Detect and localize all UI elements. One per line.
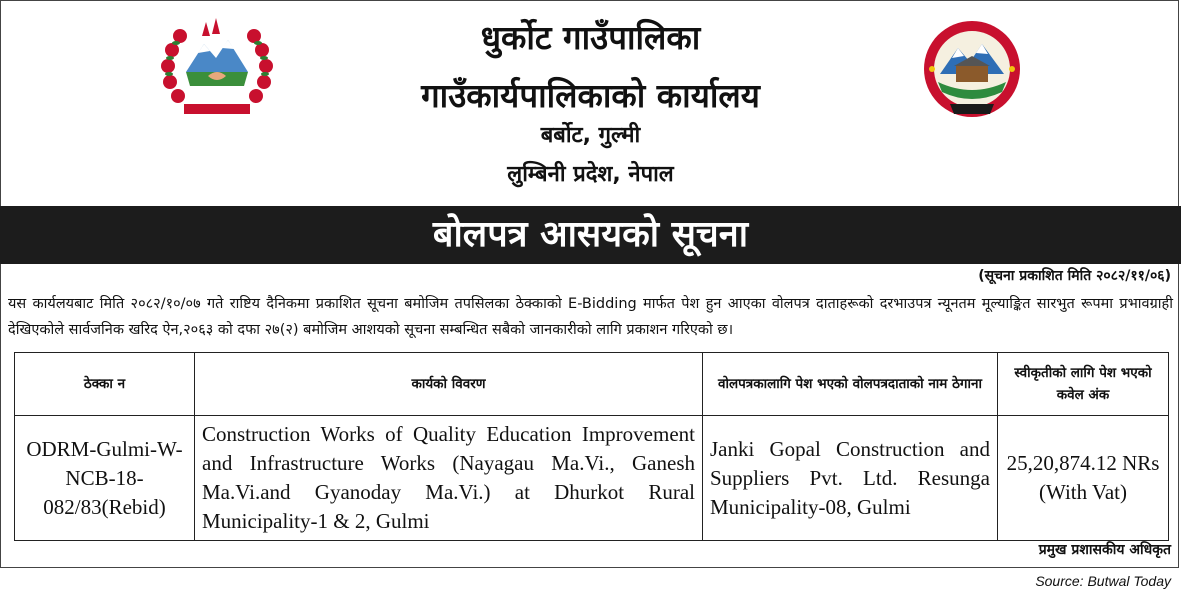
province-country: लुम्बिनी प्रदेश, नेपाल [507, 162, 674, 187]
bid-award-table [14, 352, 1169, 541]
table-row [15, 416, 1169, 541]
bidder-cell: Janki Gopal Construction and Suppliers Pvt. Ltd. Resunga Municipality-08, Gulmi [703, 416, 998, 541]
work-description-cell: Construction Works of Quality Education Improvement and Infrastructure Works (Nayagau Ma.Vi., Ganesh Ma.Vi.and Gyanoday Ma.Vi.) at Dhurkot Rural Municipality-1 & 2, Gulmi [195, 416, 703, 541]
notice-title: बोलपत्र आसयको सूचना [432, 214, 749, 255]
header-bid-amount: स्वीकृतीको लागि पेश भएको कवेल अंक [998, 353, 1169, 416]
source-credit: Source: Butwal Today [1035, 573, 1171, 589]
office-address: बर्बोट, गुल्मी [540, 123, 641, 148]
office-name: गाउँकार्यपालिकाको कार्यालय [421, 76, 760, 115]
contract-no-cell: ODRM-Gulmi-W-NCB-18-082/83(Rebid) [15, 416, 195, 541]
notice-intro-paragraph: यस कार्यलयबाट मिति २०८२/१०/०७ गते राष्टिय दैनिकमा प्रकाशित सूचना बमोजिम तपसिलका ठेक्काको E-Bidding मार्फत पेश हुन आएका वोलपत्र दाताहरूको दरभाउपत्र न्यूनतम मूल्याङ्कित सारभुत रूपमा प्रभावग्राही देखिएकोले सार्वजनिक खरिद ऐन,२०६३ को दफा २७(२) बमोजिम आशयको सूचना सम्बन्धित सबैको जानकारीको लागि प्रकाशन गरिएको छ। [8, 296, 1173, 338]
table-header-row [15, 353, 1169, 416]
header-work-description: कार्यको विवरण [195, 353, 703, 416]
header-contract-no: ठेक्का न [15, 353, 195, 416]
municipality-name: धुर्कोट गाउँपालिका [480, 18, 701, 57]
signatory-title: प्रमुख प्रशासकीय अधिकृत [1038, 542, 1171, 558]
publication-date: (सूचना प्रकाशित मिति २०८२/११/०६) [978, 268, 1171, 284]
header-bidder-name-address: वोलपत्रकालागि पेश भएको वोलपत्रदाताको नाम ठेगाना [703, 353, 998, 416]
bid-amount-cell: 25,20,874.12 NRs (With Vat) [998, 416, 1169, 541]
